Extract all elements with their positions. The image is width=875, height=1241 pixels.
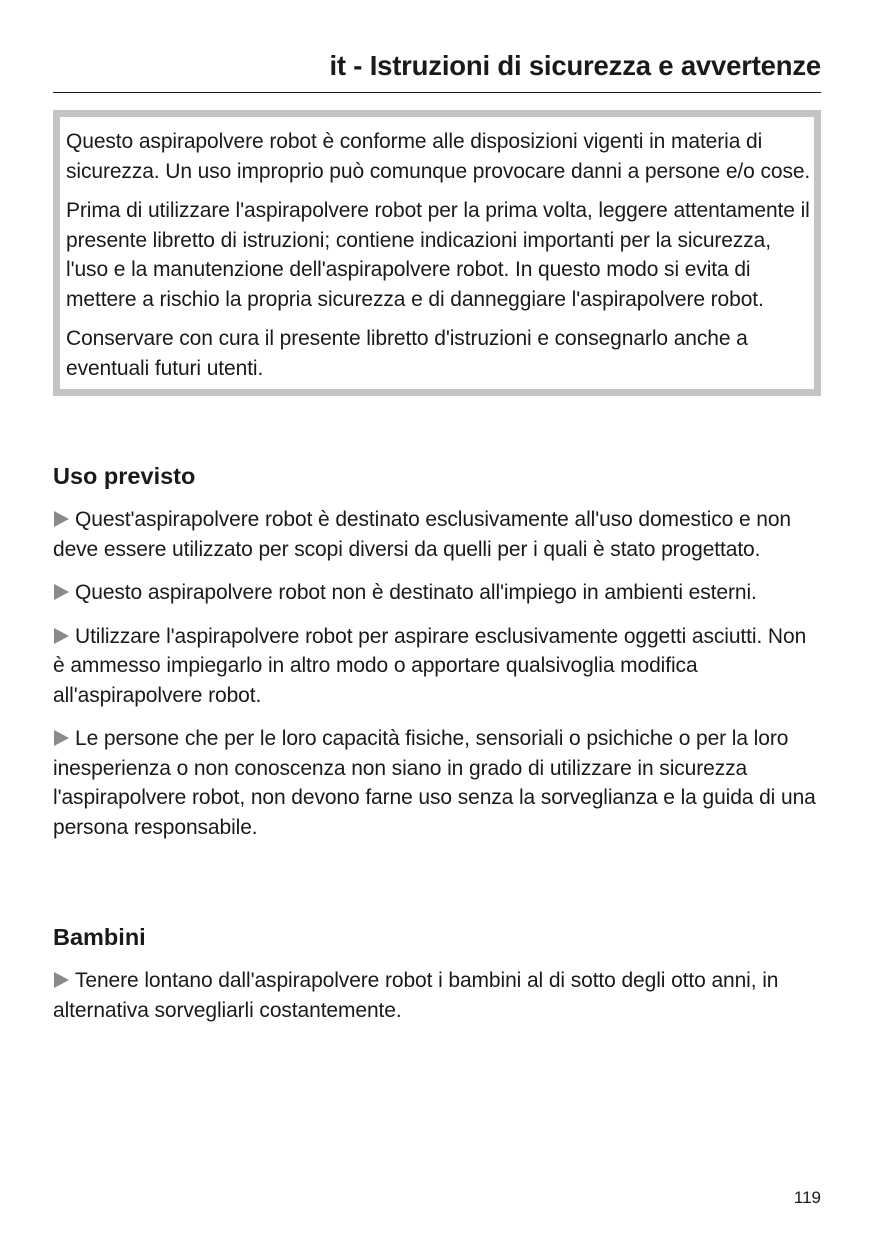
safety-notice-box [53,110,821,396]
notice-paragraph: Questo aspirapolvere robot è conforme alle disposizioni vigenti in materia di sicurezza. Un uso improprio può comunque provocare danni a persone e/o cose. [66,130,811,183]
bullet-text: Tenere lontano dall'aspirapolvere robot i bambini al di sotto degli otto anni, in alternativa sorvegliarli costantemente. [53,969,779,1022]
triangle-right-icon [54,511,69,527]
section-bambini [53,922,823,1039]
section-uso-previsto [53,461,823,856]
bullet-text: Quest'aspirapolvere robot è destinato esclusivamente all'uso domestico e non deve essere utilizzato per scopi diversi da quelli per i quali è stato progettato. [53,508,791,561]
triangle-right-icon [54,972,69,988]
page-number: 119 [793,1188,821,1207]
section-heading: Uso previsto [53,463,196,489]
bullet-item [53,724,823,842]
header-divider [53,92,821,93]
bullet-item [53,966,823,1025]
triangle-right-icon [54,584,69,600]
bullet-item [53,578,823,608]
bullet-text: Le persone che per le loro capacità fisiche, sensoriali o psichiche o per la loro inesperienza o non conoscenza non siano in grado di utilizzare in sicurezza l'aspirapolvere robot, non devono farne uso senza la sorveglianza e la guida di una persona responsabile. [53,727,816,839]
notice-paragraph: Conservare con cura il presente libretto d'istruzioni e consegnarlo anche a eventuali futuri utenti. [66,327,748,380]
bullet-item [53,505,823,564]
triangle-right-icon [54,730,69,746]
bullet-text: Questo aspirapolvere robot non è destinato all'impiego in ambienti esterni. [75,581,757,604]
page-header-title: it - Istruzioni di sicurezza e avvertenze [329,50,821,81]
notice-paragraph: Prima di utilizzare l'aspirapolvere robot per la prima volta, leggere attentamente il presente libretto di istruzioni; contiene indicazioni importanti per la sicurezza, l'uso e la manutenzione dell'aspirapolvere robot. In questo modo si evita di mettere a rischio la propria sicurezza e di danneggiare l'aspirapolvere robot. [66,199,810,311]
bullet-text: Utilizzare l'aspirapolvere robot per aspirare esclusivamente oggetti asciutti. Non è ammesso impiegarlo in altro modo o apportare qualsivoglia modifica all'aspirapolvere robot. [53,624,807,707]
bullet-item [53,622,823,711]
section-heading: Bambini [53,924,146,950]
triangle-right-icon [54,628,69,644]
